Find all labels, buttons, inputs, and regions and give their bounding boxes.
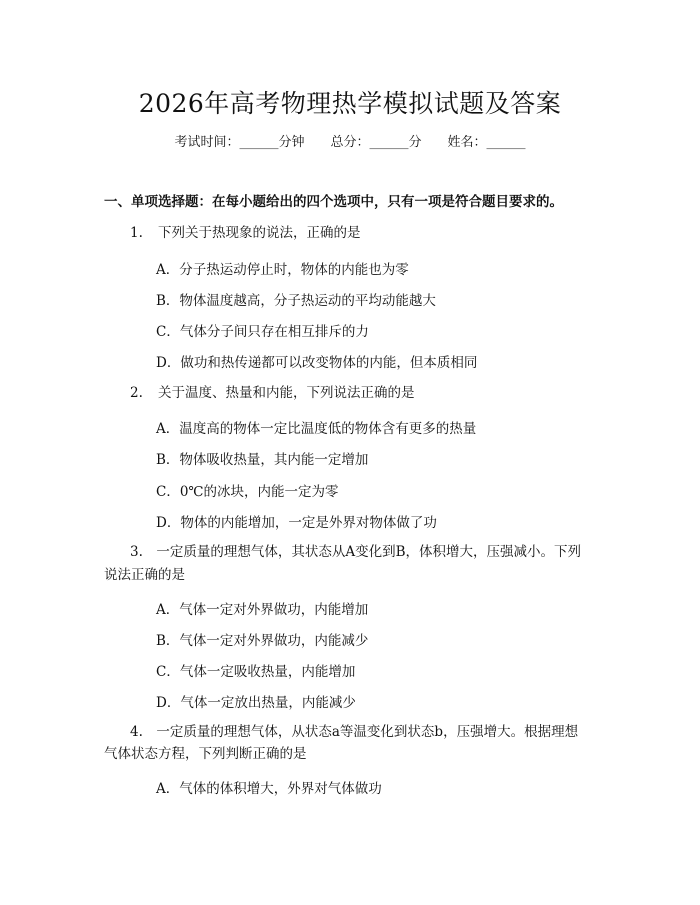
question-2-stem [130, 381, 415, 405]
question-4-stem-line2: 气体状态方程，下列判断正确的是 [104, 746, 307, 762]
question-4-option-a: A．气体的体积增大，外界对气体做功 [156, 781, 382, 797]
question-3-option-c: C．气体一定吸收热量，内能增加 [156, 664, 356, 680]
section-heading: 一、单项选择题：在每小题给出的四个选项中，只有一项是符合题目要求的。 [104, 194, 563, 210]
question-3-option-a: A．气体一定对外界做功，内能增加 [156, 602, 369, 618]
total-score-field: 总分：______分 [330, 135, 422, 150]
question-1-option-b: B．物体温度越高，分子热运动的平均动能越大 [156, 293, 436, 309]
question-2-option-a: A．温度高的物体一定比温度低的物体含有更多的热量 [156, 421, 477, 437]
page-title: 2026年高考物理热学模拟试题及答案 [138, 89, 562, 118]
question-3-stem-line1: 3. 一定质量的理想气体，其状态从A变化到B，体积增大，压强减小。下列 [130, 544, 582, 560]
question-1-stem [130, 221, 361, 245]
question-text: 关于温度、热量和内能，下列说法正确的是 [158, 385, 415, 401]
question-2-option-b: B．物体吸收热量，其内能一定增加 [156, 452, 369, 468]
question-4-stem-line1: 4. 一定质量的理想气体，从状态a等温变化到状态b，压强增大。根据理想 [130, 724, 579, 740]
question-3-option-b: B．气体一定对外界做功，内能减少 [156, 633, 369, 649]
question-1-option-a: A．分子热运动停止时，物体的内能也为零 [156, 262, 409, 278]
question-3-option-d: D．气体一定放出热量，内能减少 [156, 695, 356, 711]
question-1-option-c: C．气体分子间只存在相互排斥的力 [156, 324, 369, 340]
question-text: 下列关于热现象的说法，正确的是 [158, 225, 361, 241]
question-3-stem-line2: 说法正确的是 [104, 567, 185, 583]
question-number: 1. [130, 225, 143, 241]
exam-time-field: 考试时间：______分钟 [174, 135, 305, 150]
question-1-option-d: D．做功和热传递都可以改变物体的内能，但本质相同 [156, 355, 478, 371]
question-2-option-d: D．物体的内能增加，一定是外界对物体做了功 [156, 515, 437, 531]
question-2-option-c: C．0℃的冰块，内能一定为零 [156, 484, 339, 500]
exam-meta-line [0, 131, 700, 150]
question-number: 2. [130, 385, 143, 401]
student-name-field: 姓名：______ [447, 135, 526, 150]
